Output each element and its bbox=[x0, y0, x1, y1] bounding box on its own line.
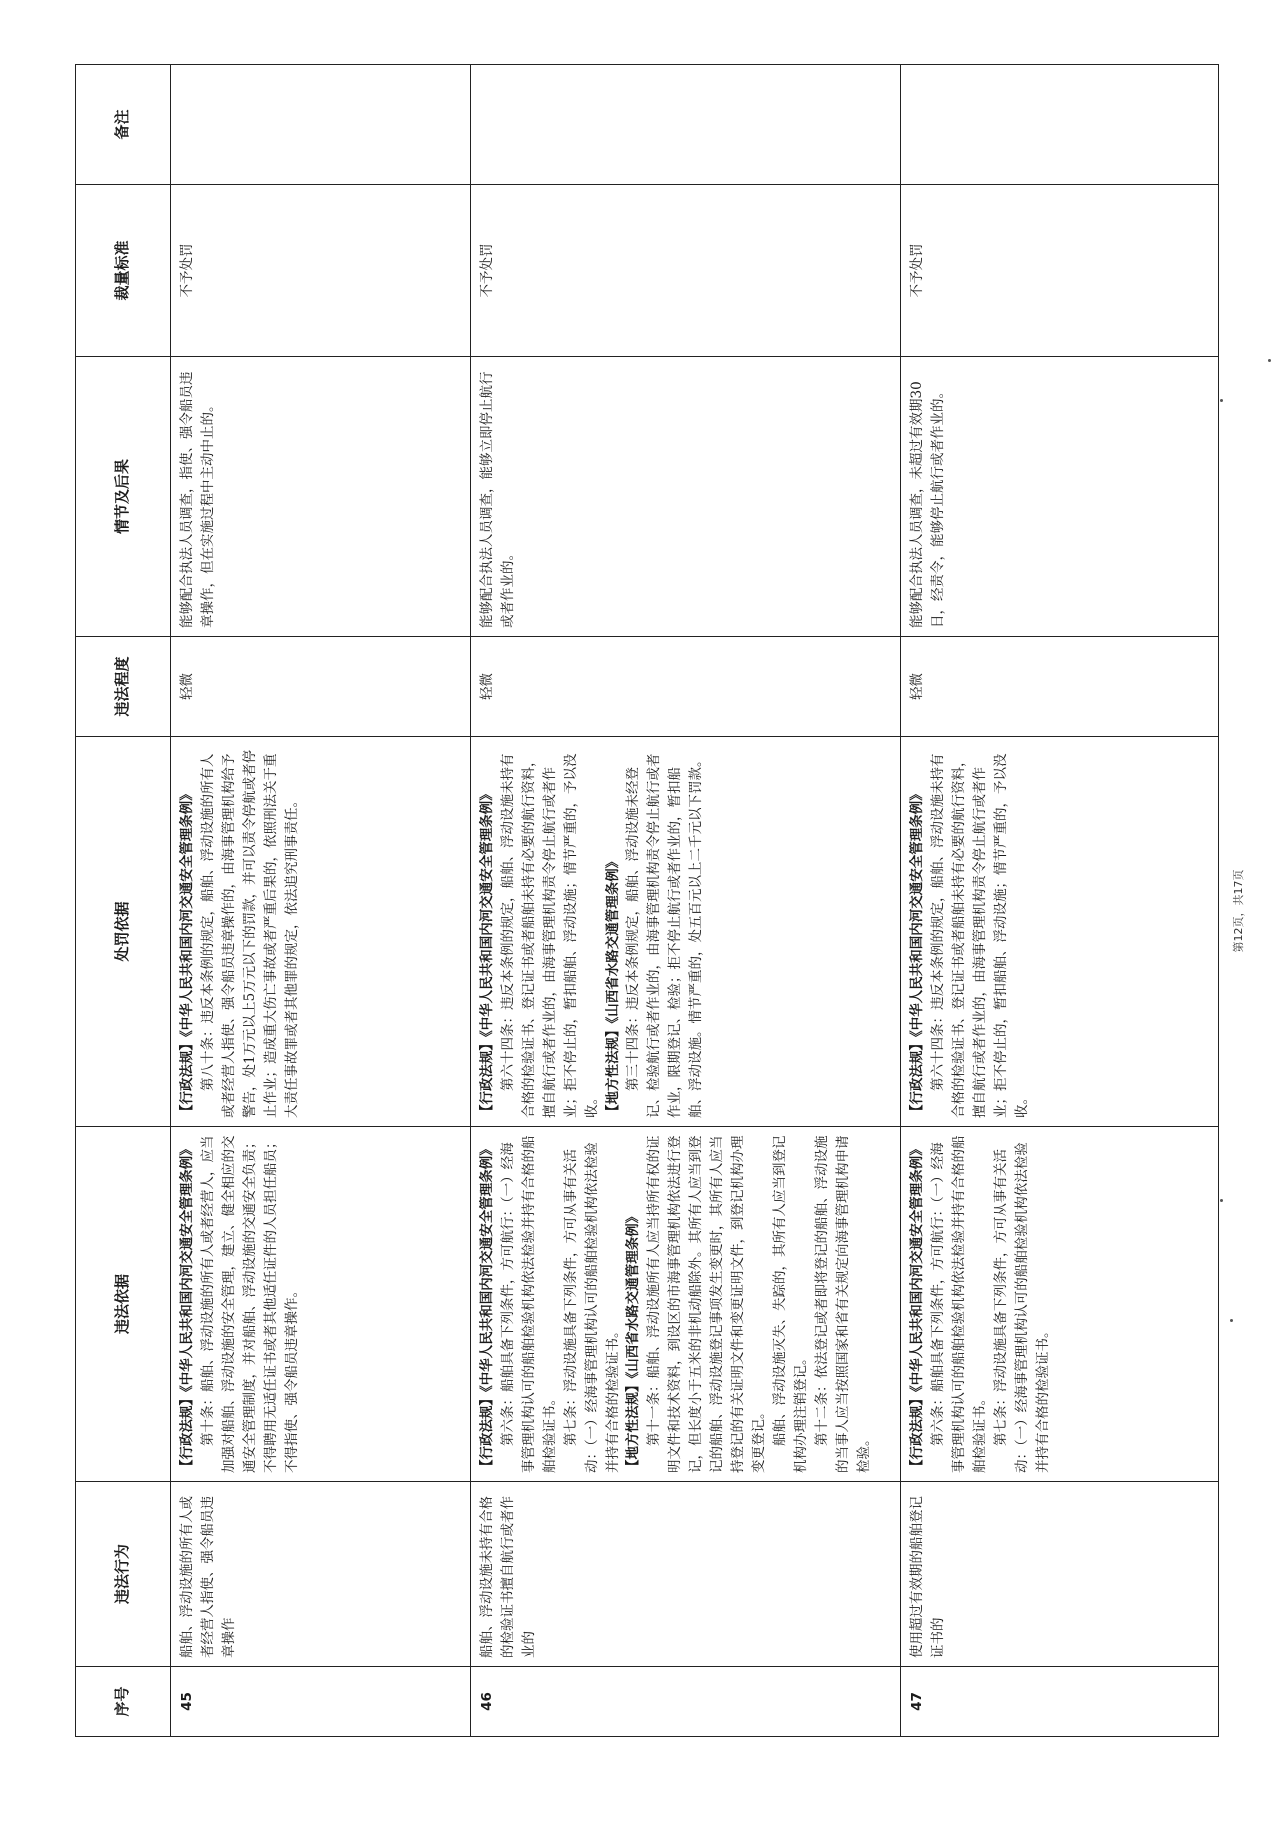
penalty-source: 【行政法规】《中华人民共和国内河交通安全管理条例》 bbox=[479, 787, 495, 1118]
row-violation: 使用超过有效期的船舶登记证书的 bbox=[901, 1482, 1219, 1667]
header-violation: 违法行为 bbox=[76, 1482, 171, 1667]
header-seq: 序号 bbox=[76, 1667, 171, 1737]
header-degree: 违法程度 bbox=[76, 637, 171, 737]
row-basis-penalty bbox=[901, 737, 1219, 1127]
row-seq: 46 bbox=[471, 1667, 901, 1737]
row-standard: 不予处罚 bbox=[171, 185, 471, 357]
penalty-discretion-table bbox=[75, 64, 1219, 1737]
table-row bbox=[171, 65, 471, 1737]
basis-source: 【行政法规】《中华人民共和国内河交通安全管理条例》 bbox=[909, 1142, 925, 1473]
basis-article: 第十一条：船舶、浮动设施所有人应当持所有权的证明文件和技术资料，到设区的市海事管理机构依法进行登记，但长度小于五米的非机动船除外。其所有人应当到登记的船舶、浮动设施登记事项发生变更时，其所有人应当持登记的有关证明文件和变更证明文件，到登记机构办理变更登记。 bbox=[646, 1135, 767, 1473]
basis-source: 【地方性法规】《山西省水路交通管理条例》 bbox=[625, 1209, 642, 1473]
row-remarks bbox=[171, 65, 471, 185]
penalty-source: 【行政法规】《中华人民共和国内河交通安全管理条例》 bbox=[179, 787, 195, 1118]
row-circumstance: 能够配合执法人员调查，指使、强令船员违章操作，但在实施过程中主动中止的。 bbox=[171, 357, 471, 637]
row-degree: 轻微 bbox=[471, 637, 901, 737]
row-seq: 47 bbox=[901, 1667, 1219, 1737]
row-basis-penalty bbox=[171, 737, 471, 1127]
basis-article: 第六条：船舶具备下列条件，方可航行：（一）经海事管理机构认可的船舶检验机构依法检验并持有合格的船舶检验证书。 bbox=[929, 1135, 988, 1473]
row-circumstance: 能够配合执法人员调查，能够立即停止航行或者作业的。 bbox=[471, 357, 901, 637]
header-basis-violation: 违法依据 bbox=[76, 1127, 171, 1482]
basis-article: 第六条：船舶具备下列条件，方可航行：（一）经海事管理机构认可的船舶检验机构依法检验并持有合格的船舶检验证书。 bbox=[499, 1135, 558, 1473]
scan-speck bbox=[1230, 1319, 1233, 1322]
row-basis-violation bbox=[901, 1127, 1219, 1482]
basis-article: 第十条：船舶、浮动设施的所有人或者经营人，应当加强对船舶、浮动设施的安全管理，建立、健全相应的交通安全管理制度，并对船舶、浮动设施的交通安全负责；不得聘用无适任证书或者其他适任证件的人员担任船员；不得指使、强令船员违章操作。 bbox=[199, 1135, 300, 1473]
penalty-article: 第六十四条：违反本条例的规定，船舶、浮动设施未持有合格的检验证书、登记证书或者船舶未持有必要的航行资料，擅自航行或者作业的，由海事管理机构责令停止航行或者作业；拒不停止的，暂扣船舶、浮动设施；情节严重的，予以没收。 bbox=[499, 753, 600, 1118]
basis-article: 第十二条：依法登记或者即将登记的船舶、浮动设施的当事人应当按照国家和省有关规定向海事管理机构申请检验。 bbox=[813, 1135, 872, 1473]
row-circumstance: 能够配合执法人员调查，未超过有效期30日，经责令，能够停止航行或者作业的。 bbox=[901, 357, 1219, 637]
header-basis-penalty: 处罚依据 bbox=[76, 737, 171, 1127]
row-basis-violation bbox=[171, 1127, 471, 1482]
page-footer: 第12页，共17页 bbox=[1232, 869, 1245, 953]
header-circumstance: 情节及后果 bbox=[76, 357, 171, 637]
basis-article: 第七条：浮动设施具备下列条件，方可从事有关活动：（一）经海事管理机构认可的船舶检验机构依法检验并持有合格的检验证书。 bbox=[562, 1142, 621, 1473]
row-degree: 轻微 bbox=[901, 637, 1219, 737]
header-remarks: 备注 bbox=[76, 65, 171, 185]
penalty-source: 【行政法规】《中华人民共和国内河交通安全管理条例》 bbox=[909, 787, 925, 1118]
row-remarks bbox=[471, 65, 901, 185]
row-violation: 船舶、浮动设施的所有人或者经营人指使、强令船员违章操作 bbox=[171, 1482, 471, 1667]
basis-source: 【行政法规】《中华人民共和国内河交通安全管理条例》 bbox=[179, 1142, 195, 1473]
penalty-article: 第六十四条：违反本条例的规定，船舶、浮动设施未持有合格的检验证书、登记证书或者船舶未持有必要的航行资料，擅自航行或者作业的，由海事管理机构责令停止航行或者作业；拒不停止的，暂扣船舶、浮动设施；情节严重的，予以没收。 bbox=[929, 753, 1030, 1118]
scan-speck bbox=[1220, 399, 1223, 402]
table-row bbox=[471, 65, 901, 1737]
row-remarks bbox=[901, 65, 1219, 185]
header-standard: 裁量标准 bbox=[76, 185, 171, 357]
basis-article: 第七条：浮动设施具备下列条件，方可从事有关活动：（一）经海事管理机构认可的船舶检验机构依法检验并持有合格的检验证书。 bbox=[992, 1142, 1051, 1473]
header-row bbox=[76, 65, 171, 1737]
basis-source: 【行政法规】《中华人民共和国内河交通安全管理条例》 bbox=[479, 1142, 495, 1473]
row-basis-violation bbox=[471, 1127, 901, 1482]
penalty-article: 第三十四条：违反本条例规定，船舶、浮动设施未经登记、检验航行或者作业的，由海事管理机构责令停止航行或者作业，限期登记、检验；拒不停止航行或者作业的，暂扣船舶、浮动设施。情节严重的，处五百元以上二千元以下罚款。 bbox=[625, 753, 705, 1118]
row-standard: 不予处罚 bbox=[471, 185, 901, 357]
row-violation: 船舶、浮动设施未持有合格的检验证书擅自航行或者作业的 bbox=[471, 1482, 901, 1667]
scan-speck bbox=[1268, 359, 1271, 362]
row-degree: 轻微 bbox=[171, 637, 471, 737]
row-basis-penalty bbox=[471, 737, 901, 1127]
row-seq: 45 bbox=[171, 1667, 471, 1737]
penalty-article: 第八十条：违反本条例的规定，船舶、浮动设施的所有人或者经营人指使、强令船员违章操作的，由海事管理机构给予警告，处1万元以上5万元以下的罚款，并可以责令停航或者停止作业；造成重大伤亡事故或者严重后果的，依照刑法关于重大责任事故罪或者其他罪的规定，依法追究刑事责任。 bbox=[199, 749, 300, 1118]
penalty-source: 【地方性法规】《山西省水路交通管理条例》 bbox=[604, 854, 621, 1118]
scan-speck bbox=[1220, 1199, 1223, 1202]
table-row bbox=[901, 65, 1219, 1737]
row-standard: 不予处罚 bbox=[901, 185, 1219, 357]
basis-article: 船舶、浮动设施灭失、失踪的，其所有人应当到登记机构办理注销登记。 bbox=[771, 1135, 809, 1473]
